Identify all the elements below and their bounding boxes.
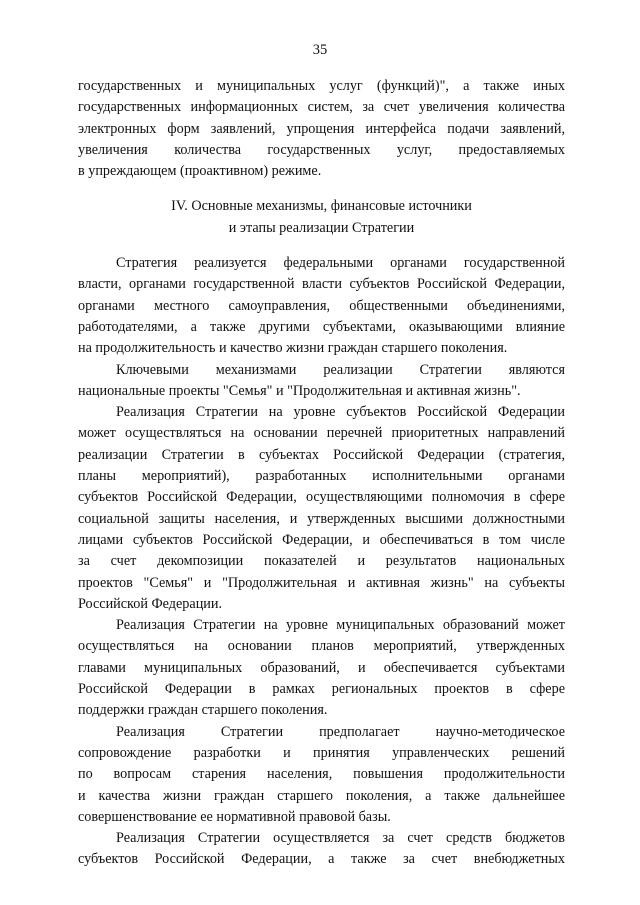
section-heading-line: IV. Основные механизмы, финансовые источники [171,198,472,215]
text-line: лицами субъектов Российской Федерации, и обеспечиваться в том числе [78,531,565,548]
paragraph [78,402,565,615]
text-line: на продолжительность и качество жизни граждан старшего поколения. [78,340,508,357]
section-heading [78,196,565,239]
text-line: власти, органами государственной власти субъектов Российской Федерации, [78,276,565,293]
paragraph [78,615,565,721]
text-line: Российской Федерации. [78,595,223,612]
text-line: и качества жизни граждан старшего поколения, а также дальнейшее [78,787,565,804]
text-line: органами местного самоуправления, общественными объединениями, [78,297,565,314]
text-line: работодателями, а также другими субъектами, оказывающими влияние [78,318,565,335]
text-line: социальной защиты населения, и утвержденных высшими должностными [78,510,565,527]
text-line: Стратегия реализуется федеральными органами государственной [116,255,565,272]
text-line: по вопросам старения населения, повышения продолжительности [78,766,565,783]
text-line: электронных форм заявлений, упрощения интерфейса подачи заявлений, [78,120,565,137]
text-line: осуществляться на основании планов мероприятий, утвержденных [78,638,565,655]
text-line: Ключевыми механизмами реализации Стратегии являются [116,361,565,378]
text-line: Российской Федерации в рамках региональных проектов в сфере [78,681,565,698]
paragraph [78,828,565,871]
text-line: Реализация Стратегии осуществляется за счет средств бюджетов [116,830,565,847]
paragraph [78,253,565,359]
paragraph [78,360,565,403]
text-line: субъектов Российской Федерации, а также за счет внебюджетных [78,851,565,868]
text-line: увеличения количества государственных услуг, предоставляемых [78,141,565,158]
text-line: национальные проекты "Семья" и "Продолжительная и активная жизнь". [78,382,521,399]
text-line: совершенствование ее нормативной правовой базы. [78,808,391,825]
text-line: государственных информационных систем, за счет увеличения количества [78,99,565,116]
text-line: поддержки граждан старшего поколения. [78,702,328,719]
text-line: сопровождение разработки и принятия управленческих решений [78,744,565,761]
text-line: за счет декомпозиции показателей и результатов национальных [78,553,565,570]
intro-paragraph [78,76,565,182]
text-line: Реализация Стратегии предполагает научно-методическое [116,723,565,740]
section-heading-line: и этапы реализации Стратегии [228,219,415,236]
document-body [78,76,565,871]
text-line: в упреждающем (проактивном) режиме. [78,163,322,180]
text-line: может осуществляться на основании перечней приоритетных направлений [78,425,565,442]
text-line: реализации Стратегии в субъектах Российской Федерации (стратегия, [78,446,565,463]
page-number: 35 [312,42,328,58]
text-line: государственных и муниципальных услуг (функций)", а также иных [78,78,565,94]
paragraph [78,722,565,828]
text-line: Реализация Стратегии на уровне муниципальных образований может [116,617,565,634]
text-line: субъектов Российской Федерации, осуществляющими полномочия в сфере [78,489,565,506]
text-line: главами муниципальных образований, и обеспечивается субъектами [78,659,565,676]
text-line: планы мероприятий), разработанных исполнительными органами [78,468,565,485]
text-line: проектов "Семья" и "Продолжительная и активная жизнь" на субъекты [78,574,565,591]
text-line: Реализация Стратегии на уровне субъектов Российской Федерации [116,404,565,421]
